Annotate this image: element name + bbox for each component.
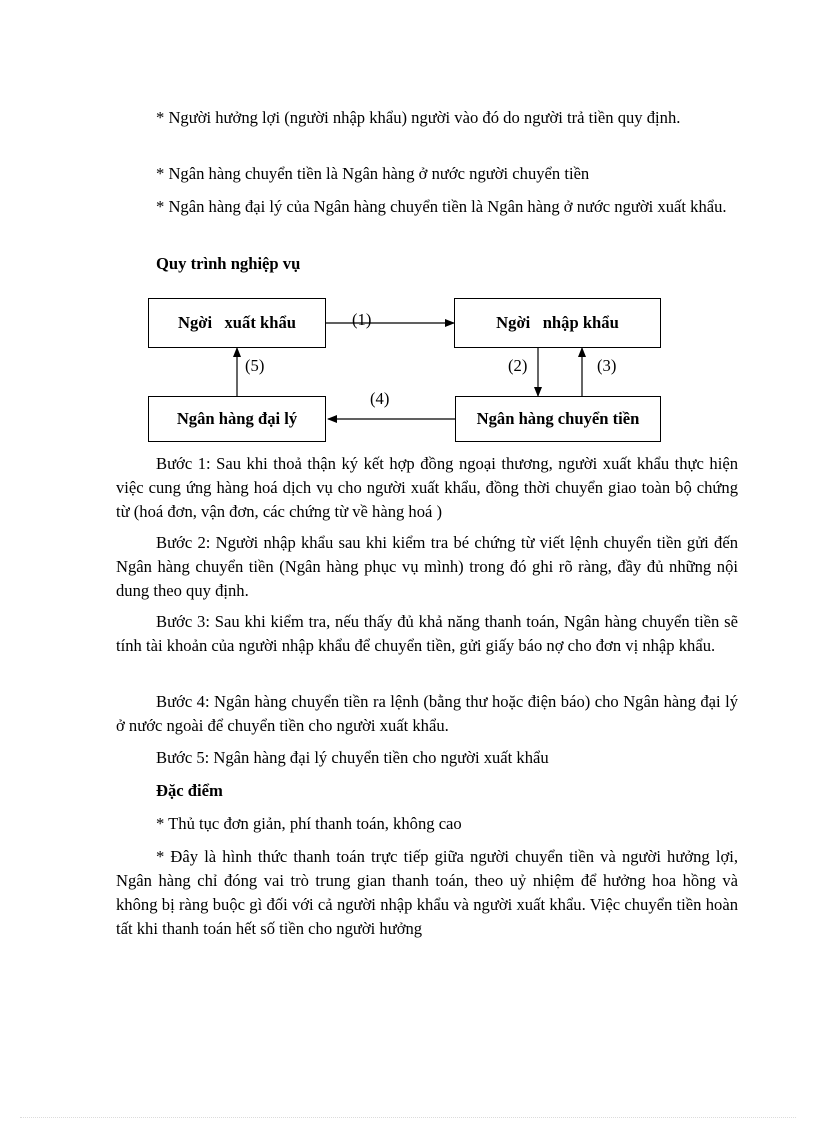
- paragraph-agent-bank: * Ngân hàng đại lý của Ngân hàng chuyển tiền là Ngân hàng ở nước người xuất khẩu.: [156, 197, 727, 216]
- paragraph-step-3: Bước 3: Sau khi kiểm tra, nếu thấy đủ khả năng thanh toán, Ngân hàng chuyển tiền sẽ tính tài khoản của người nhập khẩu để chuyển tiền, gửi giấy báo nợ cho đơn vị nhập khẩu.: [116, 612, 738, 655]
- box-exporter: [148, 298, 326, 348]
- label-step-1: (1): [352, 310, 372, 329]
- box-agent-bank-label: Ngân hàng đại lý: [176, 409, 298, 428]
- paragraph-step-5: Bước 5: Ngân hàng đại lý chuyển tiền cho người xuất khẩu: [156, 748, 549, 767]
- section-heading-features: Đặc điểm: [156, 781, 223, 800]
- box-agent-bank: [148, 396, 326, 442]
- box-remitting-bank: [455, 396, 661, 442]
- paragraph-remitting-bank: * Ngân hàng chuyển tiền là Ngân hàng ở nước người chuyển tiền: [156, 164, 590, 183]
- paragraph-feature-1: * Thủ tục đơn giản, phí thanh toán, không cao: [156, 814, 462, 833]
- paragraph-step-2: Bước 2: Người nhập khẩu sau khi kiểm tra bé chứng từ viết lệnh chuyển tiền gửi đến Ngân hàng chuyển tiền (Ngân hàng phục vụ mình) trong đó ghi rõ ràng, đầy đủ những nội dung theo quy định.: [116, 533, 738, 600]
- section-heading-process: Quy trình nghiệp vụ: [156, 254, 301, 273]
- page-footer-divider: [20, 1117, 796, 1118]
- label-step-5: (5): [245, 356, 265, 375]
- box-importer-label: Ngời nhập khẩu: [496, 313, 619, 332]
- box-importer: [454, 298, 661, 348]
- paragraph-feature-2: * Đây là hình thức thanh toán trực tiếp giữa người chuyển tiền và người hưởng lợi, Ngân hàng chỉ đóng vai trò trung gian thanh toán, theo uỷ nhiệm để hưởng hoa hồng và không bị ràng buộc gì đối với cả người nhập khẩu và người xuất khẩu. Việc chuyển tiền hoàn tất khi thanh toán hết số tiền cho người hưởng: [116, 847, 738, 938]
- label-step-2: (2): [508, 356, 528, 375]
- diagram-arrows: [0, 0, 816, 460]
- paragraph-beneficiary: * Người hưởng lợi (người nhập khẩu) người vào đó do người trả tiền quy định.: [156, 108, 681, 127]
- label-step-3: (3): [597, 356, 617, 375]
- box-exporter-label: Ngời xuất khẩu: [177, 313, 296, 332]
- box-remitting-bank-label: Ngân hàng chuyển tiền: [476, 409, 640, 428]
- paragraph-step-1: Bước 1: Sau khi thoả thận ký kết hợp đồng ngoại thương, người xuất khẩu thực hiện việc cung ứng hàng hoá dịch vụ cho người xuất khẩu, đồng thời chuyển giao toàn bộ chứng từ (hoá đơn, vận đơn, các chứng từ về hàng hoá ): [116, 454, 738, 521]
- paragraph-step-4: Bước 4: Ngân hàng chuyển tiền ra lệnh (bằng thư hoặc điện báo) cho Ngân hàng đại lý ở nước ngoài để chuyển tiền cho người xuất khẩu.: [116, 692, 738, 735]
- label-step-4: (4): [370, 389, 390, 408]
